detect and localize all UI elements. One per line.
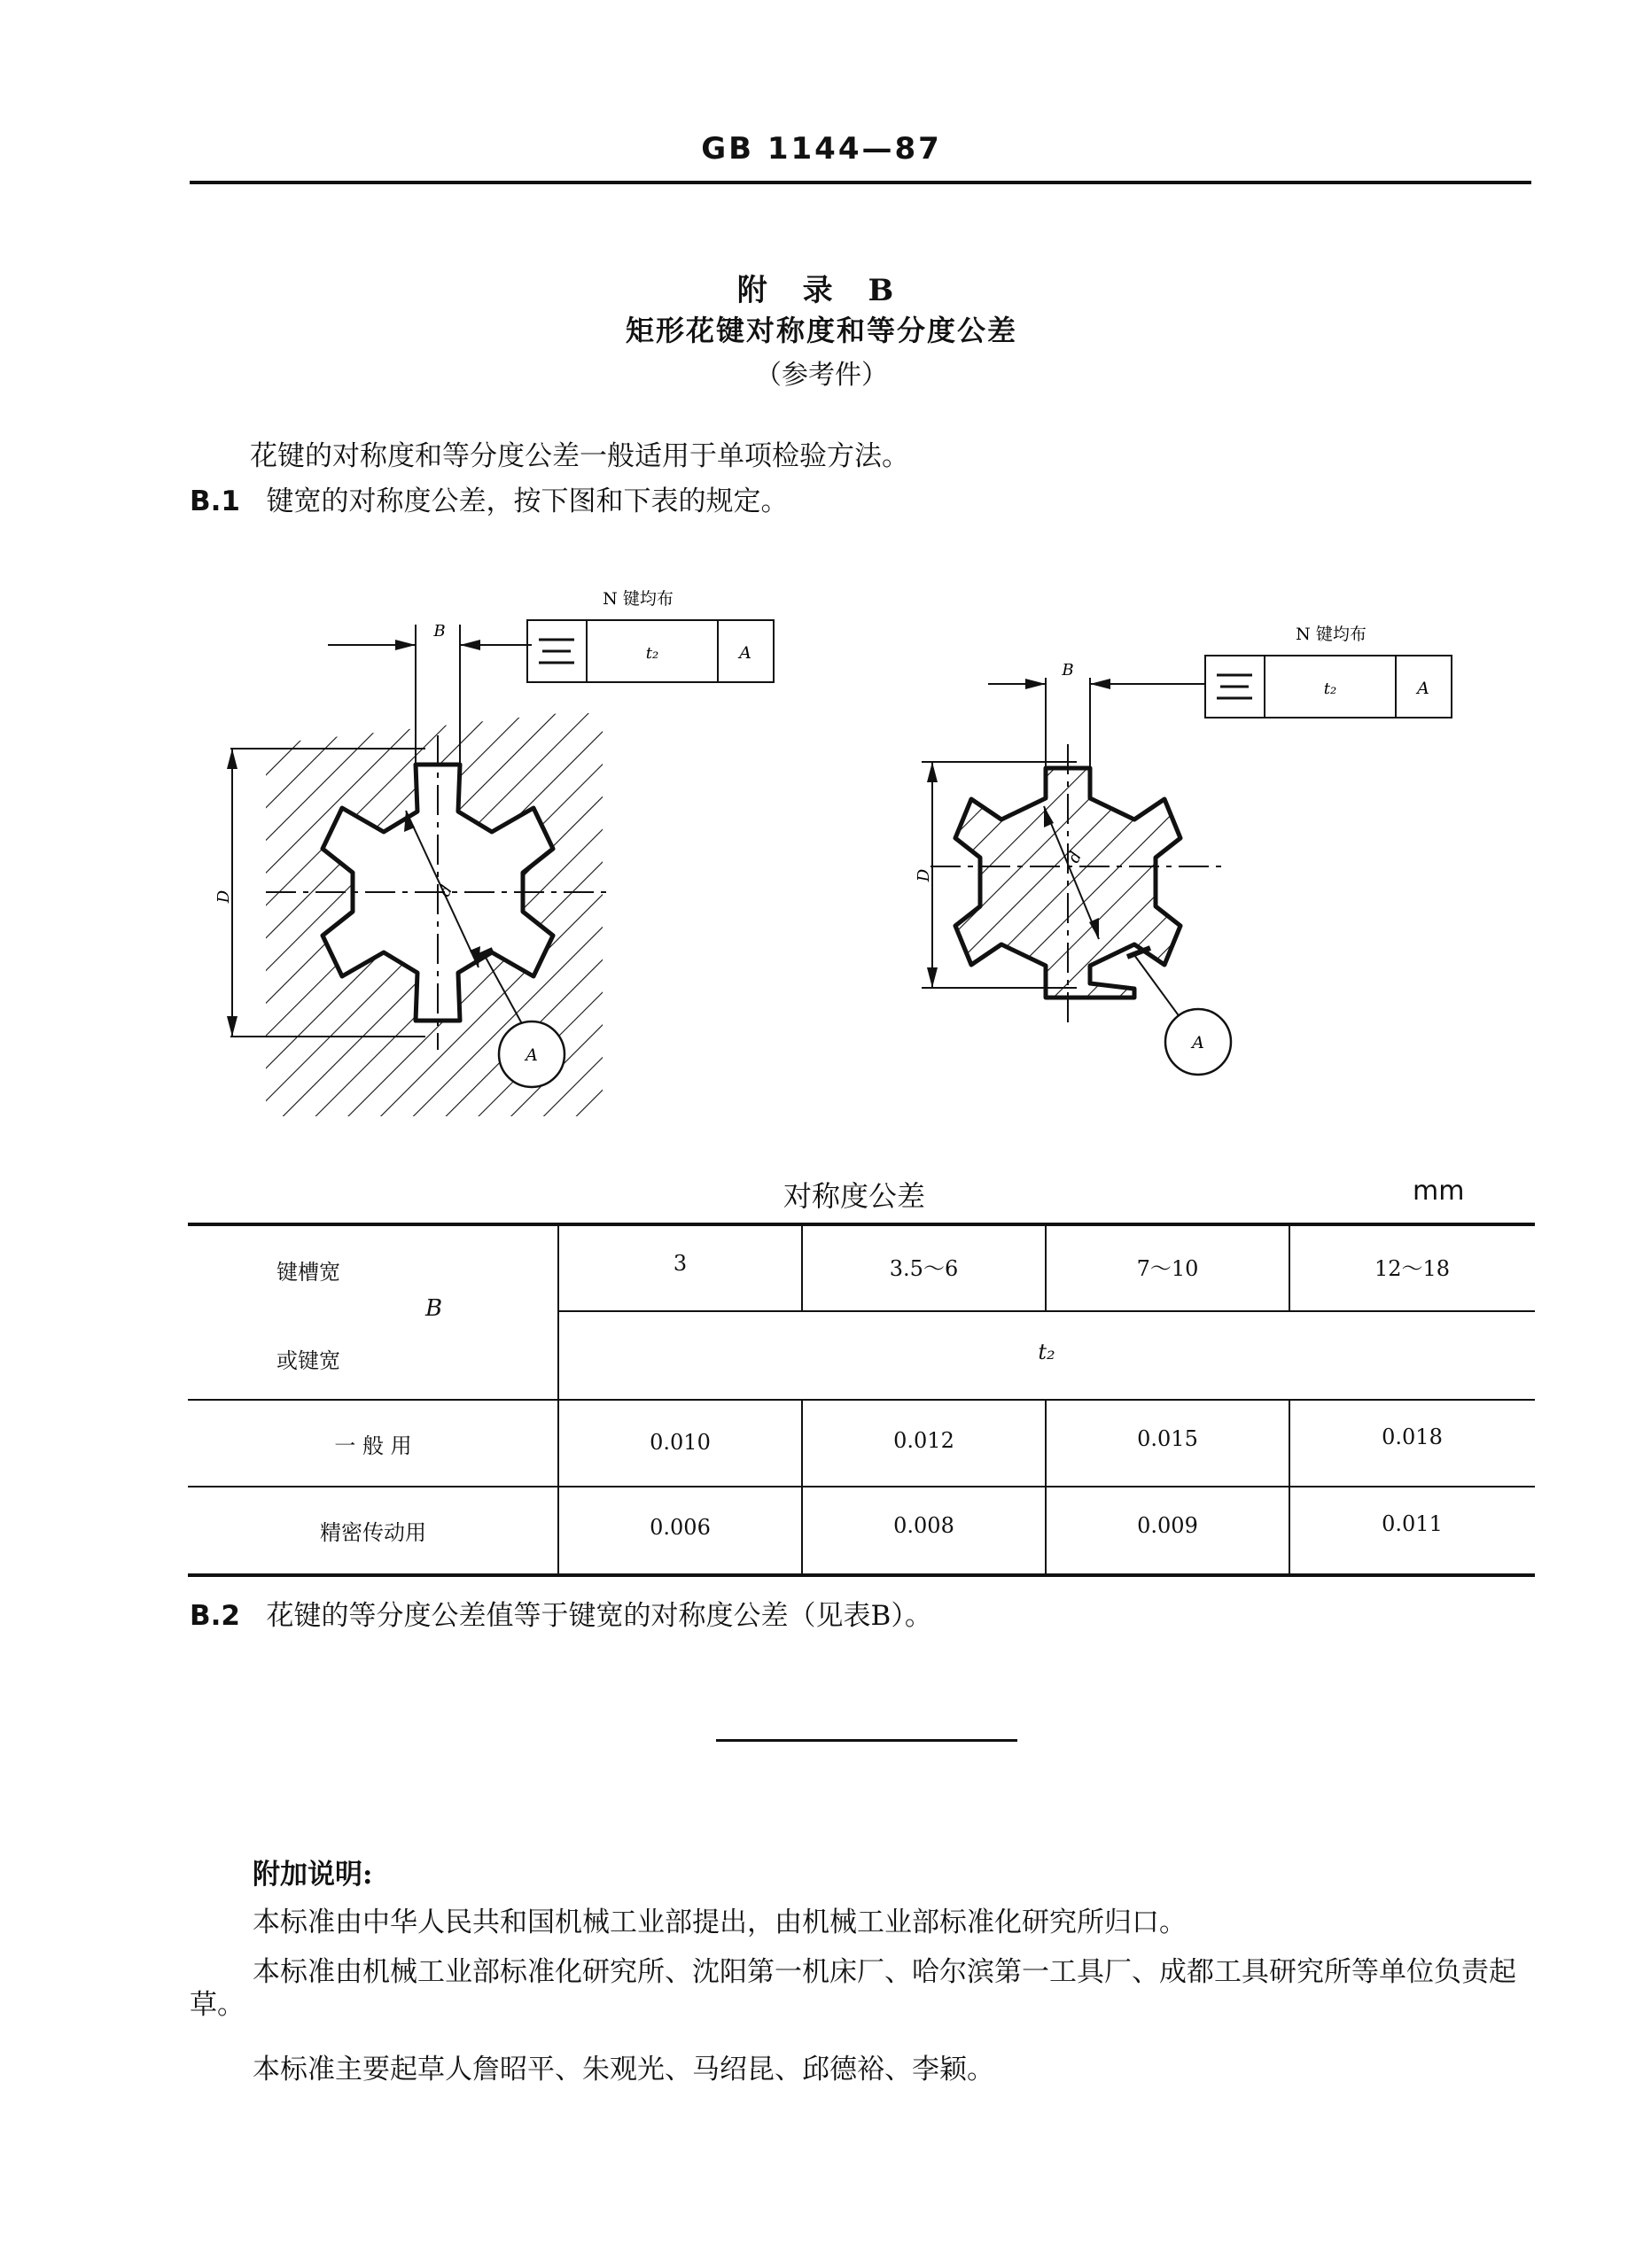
left-major-diameter-label: D	[214, 889, 233, 904]
additional-note-2: 本标准由机械工业部标准化研究所、沈阳第一机床厂、哈尔滨第一工具厂、成都工具研究所等单位负责起草。	[190, 1956, 1516, 2022]
left-width-label: B	[433, 622, 446, 641]
col-header-2: 3.5～6	[889, 1256, 959, 1281]
header-b-symbol: B	[425, 1295, 443, 1322]
additional-notes-heading: 附加说明:	[253, 1859, 373, 1891]
appendix-note: （参考件）	[755, 360, 888, 391]
right-frame-datum: A	[1417, 679, 1429, 698]
table-cell: 0.011	[1382, 1511, 1443, 1536]
header-rule	[190, 181, 1531, 184]
sub-header-t2: t₂	[1038, 1340, 1055, 1364]
table-cell: 0.009	[1137, 1513, 1198, 1538]
table-cell: 0.015	[1137, 1426, 1198, 1451]
header-or-key-width: 或键宽	[276, 1348, 340, 1373]
right-datum-label: A	[1192, 1033, 1204, 1052]
row-label-general: 一 般 用	[334, 1433, 412, 1458]
section-divider	[716, 1739, 1017, 1742]
table-unit: mm	[1413, 1176, 1465, 1207]
left-datum-label: A	[526, 1045, 538, 1065]
appendix-subtitle: 矩形花键对称度和等分度公差	[625, 314, 1017, 347]
section-b2-text: 花键的等分度公差值等于键宽的对称度公差（见表B）。	[266, 1600, 932, 1632]
additional-note-1: 本标准由中华人民共和国机械工业部提出，由机械工业部标准化研究所归口。	[253, 1907, 1187, 1938]
header-keyway-width: 键槽宽	[276, 1260, 340, 1285]
table-cell: 0.008	[893, 1513, 954, 1538]
section-b2	[190, 1600, 932, 1633]
table-cell: 0.010	[650, 1430, 711, 1455]
right-frame-label: N 键均布	[1296, 625, 1367, 644]
section-b1-text: 键宽的对称度公差，按下图和下表的规定。	[266, 485, 789, 517]
right-width-label: B	[1062, 661, 1074, 680]
table-cell: 0.012	[893, 1428, 954, 1453]
right-minor-diameter-label: d	[1064, 849, 1086, 866]
additional-note-3: 本标准主要起草人詹昭平、朱观光、马绍昆、邱德裕、李颖。	[253, 2054, 994, 2085]
left-frame-tolerance: t₂	[645, 644, 659, 663]
col-header-3: 7～10	[1136, 1256, 1199, 1281]
col-header-4: 12～18	[1374, 1256, 1451, 1281]
symmetry-tolerance-table	[188, 1223, 1535, 1577]
table-cell: 0.006	[650, 1515, 711, 1540]
document-code: GB 1144—87	[701, 131, 942, 167]
section-b2-number: B.2	[190, 1600, 240, 1632]
section-b1	[190, 485, 789, 518]
col-header-1: 3	[673, 1251, 688, 1276]
row-label-precision: 精密传动用	[320, 1520, 426, 1545]
spline-figures	[213, 567, 1471, 1116]
section-b1-number: B.1	[190, 485, 240, 517]
external-spline-figure	[915, 625, 1452, 1075]
right-major-diameter-label: D	[915, 868, 933, 882]
table-caption: 对称度公差	[783, 1179, 926, 1213]
appendix-title: 附 录 B	[736, 273, 907, 308]
left-frame-datum: A	[739, 643, 751, 663]
left-frame-label: N 键均布	[603, 589, 674, 609]
internal-spline-figure	[214, 589, 774, 1116]
intro-paragraph: 花键的对称度和等分度公差一般适用于单项检验方法。	[250, 440, 909, 472]
table-cell: 0.018	[1382, 1425, 1443, 1449]
right-frame-tolerance: t₂	[1323, 680, 1337, 698]
left-minor-diameter-label: d	[435, 882, 456, 900]
